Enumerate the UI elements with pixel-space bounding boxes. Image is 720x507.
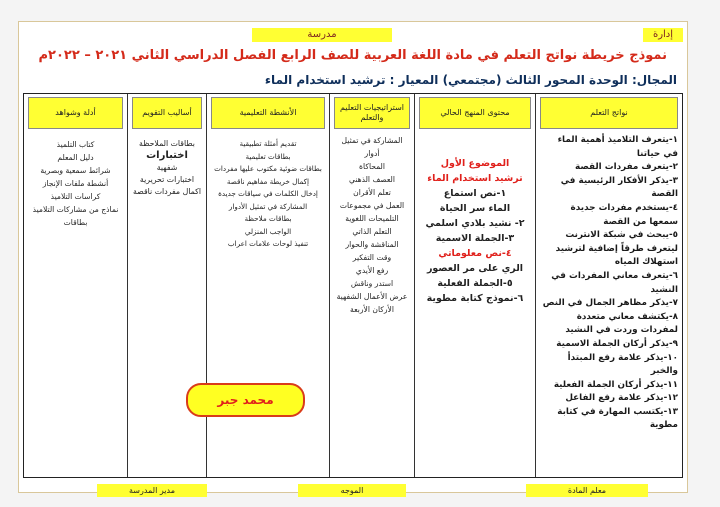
author-name-badge: محمد جبر [186,383,305,417]
activity-item: الواجب المنزلي [244,226,292,236]
strategy-item: الأركان الأربعة [350,305,394,314]
principal-signature-label: مدير المدرسة [97,484,207,497]
outcome-item: ٣-يذكر الأفكار الرئيسية في القصة [560,175,678,200]
strategy-item: وقت التفكير [352,253,392,262]
content-item: ٤-نص معلوماتي [438,248,512,259]
evidence-list [24,132,127,477]
strategy-item: عرض الأعمال الشفهية [336,292,408,301]
strategy-item: رفع الأيدي [355,266,389,275]
activity-item: بطاقات ملاحظة [244,214,292,223]
evidence-header: أدلة وشواهد [28,97,123,129]
evaluation-list [128,132,206,477]
evaluation-header: أساليب التقويم [132,97,202,129]
evidence-item: بطاقات [63,218,88,227]
evidence-item: كراسات التلاميذ [50,192,101,201]
outcomes-header: نواتج التعلم [540,97,678,129]
evaluation-item: اختبارات [146,150,188,161]
activities-header: الأنشطة التعليمية [211,97,325,129]
outcome-item: ٦-يتعرف معاني المفردات في النشيد [551,270,678,295]
strategy-item: المناقشة والحوار [345,240,399,249]
activity-item: المشاركة في تمثيل الأدوار [228,201,308,211]
evidence-item: شرائط سمعية وبصرية [40,166,111,175]
outcome-item: ١٠-يذكر علامة رفع المبتدأ والخبر [567,352,678,377]
strategy-item: العمل في مجموعات [339,201,405,210]
content-header: محتوى المنهج الحالي [419,97,531,129]
activities-list [207,132,329,477]
content-item: الماء سر الحياة [439,203,511,214]
outcome-map-sheet [18,21,688,493]
activity-item: بطاقات تعليمية [245,151,291,161]
activity-item: إدخال الكلمات في سياقات جديدة [218,189,318,198]
strategy-item: التعلم الذاتي [352,227,392,236]
activity-item: بطاقات ضوئية مكتوب عليها مفردات [214,164,322,173]
evidence-item: أنشطة ملفات الإنجاز [42,179,109,188]
content-item: ٥-الجملة الفعلية [437,278,513,289]
evaluation-item: اكمال مفردات ناقصة [133,187,201,196]
outcome-item: ٤-يستخدم مفردات جديدة سمعها من القصة [570,202,678,227]
evidence-item: دليل المعلم [57,153,94,162]
strategies-list [330,132,414,477]
content-item: ٣-الجملة الاسمية [435,233,515,244]
activity-item: تنفيذ لوحات علامات اعراب [227,239,309,248]
strategies-column [329,94,414,477]
strategy-item: المشاركة في تمثيل أدوار [341,136,403,158]
teacher-signature-label: معلم المادة [526,484,648,497]
strategy-item: العصف الذهني [349,175,395,184]
evaluation-item: اختبارات تحريرية [139,175,195,184]
strategy-item: المحاكاة [359,162,385,171]
outcome-item: ١٣-يكتسب المهارة في كتابة مطوية [557,406,678,431]
school-label: مدرسة [252,28,392,42]
content-column [414,94,535,477]
page-subtitle: المجال: الوحدة المحور الثالث (مجتمعي) المعيار : ترشيد استخدام الماء [264,73,677,87]
evidence-item: نماذج من مشاركات التلاميذ [32,205,119,214]
content-item: ٦-نموذج كتابة مطوية [426,293,524,304]
outcome-item: ٨-يكتشف معاني متعددة لمفردات وردت في النشيد [565,311,678,336]
outcome-map-table [23,93,683,478]
outcomes-column [535,94,682,477]
evaluation-column [127,94,206,477]
topic-name: ترشيد استخدام الماء [427,173,523,184]
strategy-item: التلميحات اللغوية [345,214,399,223]
strategy-item: تعلم الأقران [353,188,391,197]
evidence-item: كتاب التلميذ [56,140,95,149]
activity-item: تقديم أمثلة تطبيقية [239,139,297,148]
content-list [415,132,535,477]
strategy-item: استدر وناقش [350,279,394,288]
evidence-column [24,94,127,477]
content-item: ١-نص استماع [443,188,507,199]
outcome-item: ١-يتعرف التلاميذ أهمية الماء في حياتنا [557,135,678,159]
activity-item: إكمال خريطة مفاهيم ناقصة [226,176,310,186]
outcome-item: ٥-يبحث في شبكة الانترنت ليتعرف طرقاً إضافية لترشيد استهلاك المياه [555,230,678,268]
page-title: نموذج خريطة نواتج التعلم في مادة اللغة العربية للصف الرابع الفصل الدراسي الثاني ٢٠٢١ – ٢٠٢٢م [38,48,667,63]
supervisor-signature-label: الموجه [298,484,406,497]
activities-column [206,94,329,477]
evaluation-item: بطاقات الملاحظة [139,139,195,148]
admin-label: إدارة [643,28,683,42]
outcome-item: ١٢-يذكر علامة رفع الفاعل [565,393,678,404]
topic-title: الموضوع الأول [440,158,510,169]
outcome-item: ٢-يتعرف مفردات القصة [575,162,678,173]
outcome-item: ٧-يذكر مظاهر الجمال في النص [542,298,678,309]
evaluation-item: شفهية [156,163,178,172]
outcome-item: ١١-يذكر أركان الجملة الفعلية [553,379,678,390]
outcome-item: ٩-يذكر أركان الجملة الاسمية [556,338,678,349]
strategies-header: استراتيجيات التعليم والتعلم [334,97,410,129]
content-item: الري على مر العصور [426,263,524,274]
outcomes-list [536,132,682,477]
content-item: ٢- نشيد بلادي اسلمي [425,218,525,229]
